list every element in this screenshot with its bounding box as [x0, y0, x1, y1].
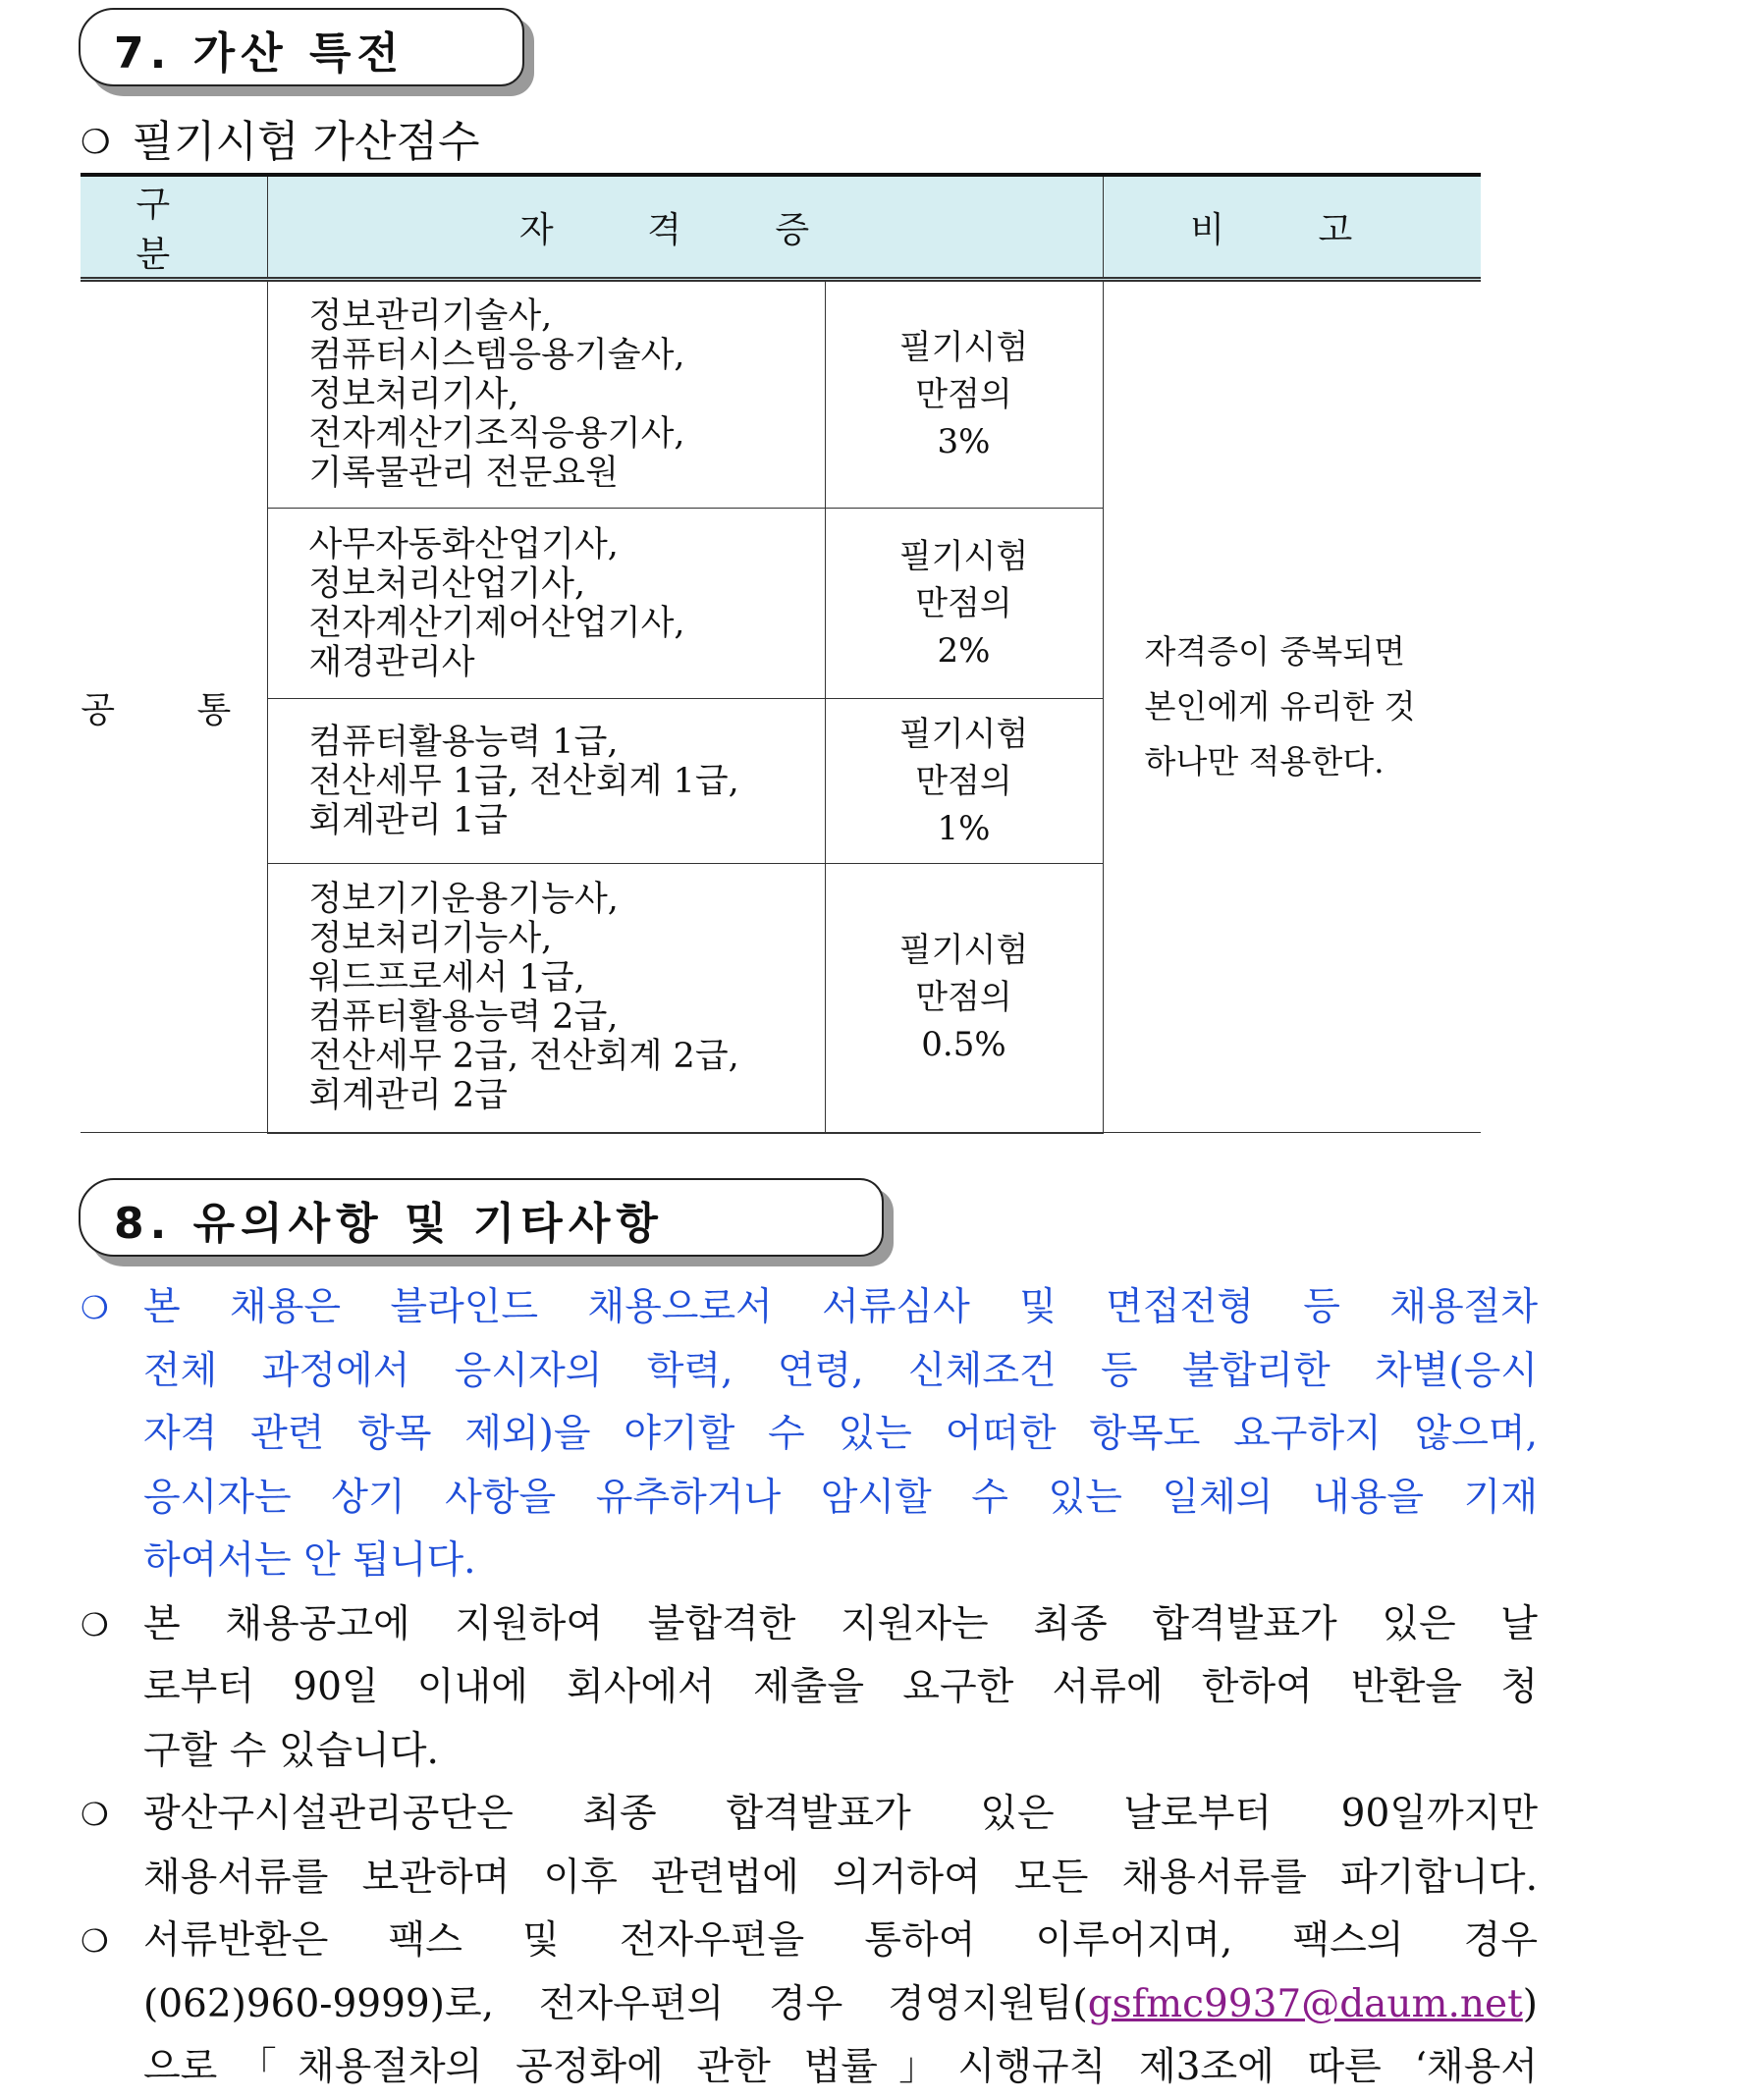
score-label: 만점의	[915, 583, 1012, 623]
subheading-text: 필기시험 가산점수	[132, 117, 480, 167]
notice-line: 서류반환은 팩스 및 전자우편을 통하여 이루어지며, 팩스의 경우	[143, 1918, 1538, 1963]
circle-bullet-icon: ❍	[81, 123, 111, 162]
notice-line: 전체 과정에서 응시자의 학력, 연령, 신체조건 등 불합리한 차별(응시	[143, 1348, 1538, 1393]
cert-item: 재경관리사	[308, 642, 475, 682]
score-value: 3%	[937, 422, 991, 461]
closing-paren: )	[1522, 1981, 1538, 2026]
notice-line: 하여서는 안 됩니다.	[143, 1538, 476, 1583]
cert-list	[267, 280, 825, 509]
score-label: 필기시험	[898, 931, 1029, 971]
score-label: 필기시험	[898, 536, 1029, 576]
circle-bullet-icon: ❍	[81, 1605, 109, 1643]
table-header-row	[81, 175, 1481, 280]
list-item	[81, 1783, 1538, 1910]
cert-list	[267, 699, 825, 864]
email-link[interactable]: gsfmc9937@daum.net	[1087, 1981, 1523, 2026]
cert-item: 전자계산기제어산업기사,	[308, 603, 685, 643]
cert-item: 정보관리기술사,	[308, 296, 553, 336]
cert-list	[267, 864, 825, 1133]
list-item	[81, 1276, 1538, 1593]
score-cell	[825, 509, 1103, 699]
notice-line: 구할 수 있습니다.	[143, 1728, 439, 1773]
notice-line: 으로「채용절차의 공정화에 관한 법률」시행규칙 제3조에 따른 ‘채용서	[143, 2045, 1538, 2089]
cert-item: 컴퓨터시스템응용기술사,	[308, 336, 685, 375]
notice-line	[143, 1973, 1538, 2037]
notice-line: 로부터 90일 이내에 회사에서 제출을 요구한 서류에 한하여 반환을 청	[143, 1665, 1538, 1709]
notice-list	[81, 1276, 1538, 2100]
cert-item: 정보처리기능사,	[308, 919, 553, 959]
cert-item: 회계관리 2급	[308, 1076, 508, 1116]
section-8-heading	[79, 1178, 884, 1257]
table-row	[81, 280, 1481, 509]
cert-item: 전산세무 2급, 전산회계 2급,	[308, 1037, 739, 1077]
notice-line: 응시자는 상기 사항을 유추하거나 암시할 수 있는 일체의 내용을 기재	[143, 1475, 1538, 1520]
header-category: 구 분	[81, 175, 267, 280]
circle-bullet-icon: ❍	[81, 1922, 109, 1960]
cert-item: 워드프로세서 1급,	[308, 958, 585, 998]
score-cell	[825, 864, 1103, 1133]
remarks-line: 하나만 적용한다.	[1144, 742, 1385, 781]
cert-list	[267, 509, 825, 699]
list-item	[81, 1910, 1538, 2100]
circle-bullet-icon: ❍	[81, 1289, 109, 1326]
score-cell	[825, 280, 1103, 509]
cert-item: 컴퓨터활용능력 2급,	[308, 997, 619, 1038]
fax-info: (062)960-9999)로, 전자우편의 경우 경영지원팀(	[143, 1981, 1088, 2026]
score-cell	[825, 699, 1103, 864]
category-cell: 공 통	[81, 280, 267, 1133]
score-label: 만점의	[915, 761, 1012, 801]
cert-item: 전산세무 1급, 전산회계 1급,	[308, 761, 739, 801]
circle-bullet-icon: ❍	[81, 1796, 109, 1833]
cert-item: 전자계산기조직응용기사,	[308, 414, 685, 454]
remarks-line: 본인에게 유리한 것	[1144, 687, 1416, 726]
score-label: 만점의	[915, 978, 1012, 1018]
notice-line: 본 채용공고에 지원하여 불합격한 지원자는 최종 합격발표가 있은 날	[143, 1601, 1538, 1646]
cert-item: 사무자동화산업기사,	[308, 524, 619, 565]
bonus-points-subheading	[81, 106, 480, 169]
notice-line: 채용서류를 보관하며 이후 관련법에 의거하여 모든 채용서류를 파기합니다.	[143, 1855, 1538, 1900]
score-label: 필기시험	[898, 714, 1029, 754]
cert-item: 정보기기운용기능사,	[308, 880, 619, 920]
notice-line: 광산구시설관리공단은 최종 합격발표가 있은 날로부터 90일까지만	[143, 1792, 1538, 1836]
score-label: 만점의	[915, 375, 1012, 414]
section-7-title: 7. 가산 특전	[114, 28, 405, 79]
notice-line: 자격 관련 항목 제외)을 야기할 수 있는 어떠한 항목도 요구하지 않으며,	[143, 1412, 1538, 1456]
cert-item: 컴퓨터활용능력 1급,	[308, 722, 619, 762]
header-certificate: 자 격 증	[267, 175, 1103, 280]
header-remarks: 비 고	[1103, 175, 1481, 280]
remarks-cell	[1103, 280, 1481, 1133]
section-8-title: 8. 유의사항 및 기타사항	[114, 1199, 664, 1249]
cert-item: 정보처리기사,	[308, 375, 519, 414]
notice-line: 본 채용은 블라인드 채용으로서 서류심사 및 면접전형 등 채용절차	[143, 1285, 1538, 1329]
cert-item: 정보처리산업기사,	[308, 564, 586, 604]
cert-item: 회계관리 1급	[308, 800, 508, 840]
score-value: 1%	[937, 808, 991, 848]
remarks-line: 자격증이 중복되면	[1144, 632, 1406, 671]
score-value: 2%	[937, 630, 991, 671]
list-item	[81, 1593, 1538, 1784]
score-value: 0.5%	[921, 1025, 1006, 1065]
certificate-table	[81, 173, 1481, 1134]
section-7-heading	[79, 8, 524, 86]
cert-item: 기록물관리 전문요원	[308, 454, 619, 493]
score-label: 필기시험	[898, 328, 1029, 367]
